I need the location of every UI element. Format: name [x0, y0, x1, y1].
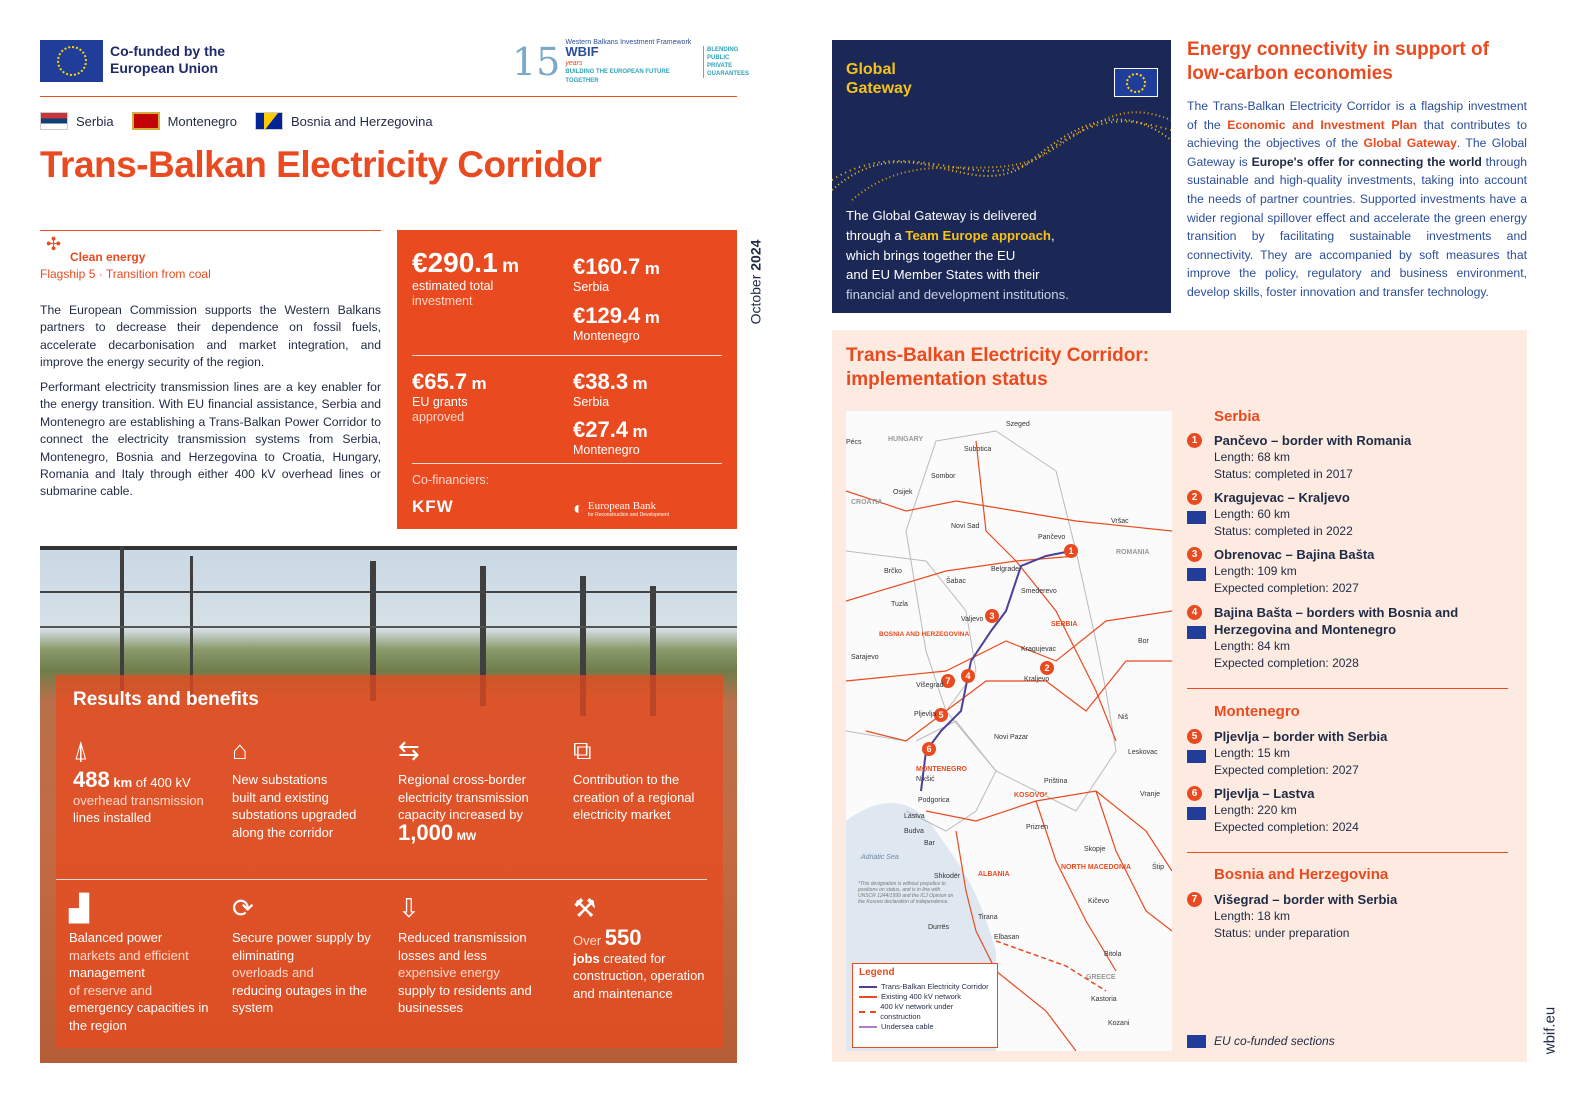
- website-link[interactable]: wbif.eu: [1541, 1006, 1559, 1054]
- bih-flag-icon: [255, 112, 283, 130]
- total-investment-value: €290.1: [412, 247, 498, 278]
- map-label: ROMANIA: [1116, 549, 1150, 556]
- map-label: Adriatic Sea: [861, 854, 899, 861]
- pylon-icon: ⍋: [73, 735, 89, 765]
- map-label: Niš: [1118, 714, 1129, 721]
- connectivity-title: Energy connectivity in support of low-carbon economies: [1187, 39, 1489, 84]
- map-label: HUNGARY: [888, 436, 924, 443]
- results-title: Results and benefits: [73, 689, 259, 710]
- eu-cofunded-note: EU co-funded sections: [1187, 1034, 1335, 1048]
- map-label: NORTH MACEDONIA: [1061, 864, 1131, 871]
- implementation-panel: Trans-Balkan Electricity Corridor: implementation status 1 2 3 4 5 6 7 Szeged HUNGARY Pécs Subotica Sombor CROATIA Osijek Novi Sad Pančevo Vršac Belgrade ROMANIA Brčko Šabac Smederevo Tuzla Valjevo SERBIA BOSNIA AND HERZEGOVINA Bor Sarajevo Kragujevac Višegrad Kraljevo Niš Pljevlja Novi Pazar Leskovac MONTENEGRO Nikšić Priština KOSOVO* Podgorica Vranje Lastva Budva Prizren Adriatic Sea Bar Skopje Štip Shkodër ALBANIA NORTH MACEDONIA Tirana Durrës Kičevo Elbasan Bitola GREECE Kastoria Kozani Legend Trans-Balkan Electricity Corridor Existing 400 kV network 400 kV network under construction Undersea cable *This designation is without prejudice to positions on status, and is in line with UNSCR 1244/1999 and the ICJ Opinion on the Kosovo declaration of independence. Serbia 1 Pančevo – border with Romania Length: 68 km Status: completed in 2017 2 Kragujevac – Kraljevo Length: 60 km Status: completed in 2022 3 Obrenovac – Bajina Bašta Length: 109 km Expected completion: 2027 4 Bajina Bašta – borders with Bosnia and Herzegovina and Montenegro Length: 84 km Expected completion: 2028 Montenegro 5 Pljevlja – border with Serbia Length: 15 km Expected completion: 2027 6 Pljevlja – Lastva Length: 220 km Expected completion: 2024 Bosnia and Herzegovina 7 Višegrad – border with Serbia Length: 18 km Status: under preparation EU co-funded sections: [832, 330, 1527, 1062]
- benefit-secure: ⟳ Secure power supply by eliminating overloads and reducing outages in the system: [232, 893, 382, 1017]
- svg-text:6: 6: [926, 744, 932, 754]
- map-label: SERBIA: [1051, 621, 1078, 628]
- serbia-flag-icon: [40, 112, 68, 130]
- svg-text:4: 4: [965, 671, 971, 681]
- map-label: Pécs: [846, 439, 862, 446]
- intro-paragraph-1: The European Commission supports the Western Balkans partners to decrease their dependence on fossil fuels, accelerate decarbonisation and market integration, and improve the energy security of the region.: [40, 303, 381, 370]
- map-label: Kozani: [1108, 1020, 1130, 1027]
- map-label: Tirana: [978, 914, 998, 921]
- global-gateway-logo: Global Gateway: [846, 61, 912, 97]
- benefit-substations: ⌂ New substations built and existing substations upgraded along the corridor: [232, 735, 382, 841]
- country-serbia: Serbia: [40, 112, 114, 130]
- eu-flag-icon: [40, 40, 103, 82]
- section-item-3: 3 Obrenovac – Bajina Bašta Length: 109 km Expected completion: 2027: [1214, 546, 1524, 597]
- kfw-logo: KFW: [412, 497, 454, 516]
- map-label: Szeged: [1006, 421, 1030, 428]
- cofinanciers-label: Co-financiers:: [412, 473, 490, 487]
- map-label: Smederevo: [1021, 588, 1057, 595]
- map-label: KOSOVO*: [1014, 792, 1048, 799]
- benefit-market: ⧉ Contribution to the creation of a regional electricity market: [573, 735, 723, 824]
- svg-text:5: 5: [938, 710, 944, 720]
- theme-label: Clean energy: [70, 250, 146, 264]
- wbif-logo: 15 Western Balkans Investment Framework WBIF years BUILDING THE EUROPEAN FUTURE TOGETHER BLENDING PUBLIC PRIVATE GUARANTEES: [512, 39, 750, 84]
- section-item-4: 4 Bajina Bašta – borders with Bosnia and Herzegovina and Montenegro Length: 84 km Expected completion: 2028: [1214, 604, 1484, 672]
- eu-cofunded-icon: [1187, 1035, 1206, 1048]
- eu-cofunded-icon: [1187, 511, 1206, 524]
- map-label: Nikšić: [916, 776, 935, 783]
- map-label: MONTENEGRO: [916, 766, 967, 773]
- country-montenegro: Montenegro: [132, 112, 237, 130]
- investment-stats: €290.1 m estimated total investment €160.7 m Serbia €129.4 m Montenegro €65.7 m EU grants approved €38.3 m Serbia €27.4 m Montenegro Co-financiers: KFW ◐ European Bank for Reconstruction and Development: [397, 230, 737, 529]
- map-label: Bitola: [1104, 951, 1122, 958]
- eu-grants-value: €65.7: [412, 369, 468, 394]
- global-gateway-text: The Global Gateway is delivered through a Team Europe approach, which brings together the EU and EU Member States with their financial and development institutions.: [846, 208, 1069, 303]
- map-label: Brčko: [884, 568, 902, 575]
- map-label: BOSNIA AND HERZEGOVINA: [879, 631, 970, 638]
- eu-cofunded-icon: [1187, 750, 1206, 763]
- map-label: Subotica: [964, 446, 992, 453]
- arrows-exchange-icon: ⇆: [398, 735, 420, 765]
- svg-text:7: 7: [945, 676, 951, 686]
- map-label: Durrës: [928, 924, 950, 931]
- eu-cofunded-icon: [1187, 626, 1206, 639]
- map-label: Kragujevac: [1021, 646, 1057, 653]
- network-icon: ⧉: [573, 735, 592, 765]
- section-item-7: 7 Višegrad – border with Serbia Length: 18 km Status: under preparation: [1214, 891, 1524, 942]
- eu-flag-icon: [1114, 68, 1158, 97]
- map-label: Leskovac: [1128, 749, 1158, 756]
- section-item-5: 5 Pljevlja – border with Serbia Length: 15 km Expected completion: 2027: [1214, 728, 1524, 779]
- connectivity-paragraph: The Trans-Balkan Electricity Corridor is a flagship investment of the Economic and Investment Plan that contributes to achieving the objectives of the Global Gateway. The Global Gateway is Europe's offer for connecting the world through sustainable and high-quality investments, taking into account the needs of partner countries. Supported investments have a wider regional spillover effect and accelerate the green energy transition by facilitating sustainable investments and connectivity. They are accompanied by soft measures that improve the policy, regulatory and business environment, develop skills, foster innovation and transfer technology.: [1187, 99, 1528, 299]
- map-label: Štip: [1152, 864, 1165, 871]
- percent-down-icon: ⇩: [398, 893, 420, 923]
- map-label: Osijek: [893, 489, 913, 496]
- map-label: Tuzla: [891, 601, 908, 608]
- montenegro-grant-value: €27.4: [573, 417, 629, 442]
- svg-text:3: 3: [989, 611, 995, 621]
- map-label: Lastva: [904, 813, 925, 820]
- montenegro-flag-icon: [132, 112, 160, 130]
- map-disclaimer: *This designation is without prejudice to positions on status, and is in line with UNSCR 1244/1999 and the ICJ Opinion on the Kosovo declaration of independence.: [858, 881, 954, 905]
- section-item-2: 2 Kragujevac – Kraljevo Length: 60 km Status: completed in 2022: [1214, 489, 1524, 540]
- map-legend: Legend Trans-Balkan Electricity Corridor Existing 400 kV network 400 kV network under construction Undersea cable: [852, 963, 998, 1048]
- page-title: Trans-Balkan Electricity Corridor: [40, 144, 602, 185]
- bar-chart-icon: ▟: [69, 893, 89, 923]
- map-label: Kastoria: [1091, 996, 1117, 1003]
- map-label: Vranje: [1140, 791, 1160, 798]
- map-label: Novi Pazar: [994, 734, 1029, 741]
- theme-block: [40, 236, 381, 286]
- svg-text:2: 2: [1044, 663, 1050, 673]
- eu-cofunded-icon: [1187, 807, 1206, 820]
- map-label: Podgorica: [918, 797, 950, 804]
- map-label: Šabac: [946, 578, 966, 585]
- map-label: Valjevo: [961, 616, 984, 623]
- corridor-map: [845, 410, 1171, 1050]
- map-label: Belgrade: [991, 566, 1020, 573]
- tools-icon: ⚒: [573, 893, 597, 923]
- benefit-capacity: ⇆ Regional cross-border electricity transmission capacity increased by 1,000 MW: [398, 735, 548, 846]
- publication-date: October 2024: [747, 239, 764, 325]
- map-label: Kičevo: [1088, 898, 1110, 905]
- cofunded-label: Co-funded by the European Union: [110, 43, 226, 76]
- map-label: Novi Sad: [951, 523, 980, 530]
- global-gateway-box: [832, 40, 1171, 313]
- benefit-losses: ⇩ Reduced transmission losses and less expensive energy supply to residents and businesses: [398, 893, 548, 1017]
- ebrd-logo: ◐ European Bank for Reconstruction and Development: [573, 498, 670, 518]
- map-label: Prizren: [1026, 824, 1049, 831]
- map-label: Priština: [1044, 778, 1068, 785]
- map-label: Kraljevo: [1024, 676, 1050, 683]
- intro-paragraph-2: Performant electricity transmission lines are a key enabler for the energy transition. With EU financial assistance, Serbia and Montenegro are establishing a Trans-Balkan Power Corridor to connect the electricity transmission systems from Serbia, Montenegro, Bosnia and Herzegovina to Croatia, Hungary, Romania and Italy through either 400 kV overhead lines or submarine cable.: [40, 380, 381, 499]
- map-label: CROATIA: [851, 499, 883, 506]
- results-panel: [56, 675, 723, 1048]
- section-item-6: 6 Pljevlja – Lastva Length: 220 km Expected completion: 2024: [1214, 785, 1524, 836]
- section-item-1: 1 Pančevo – border with Romania Length: 68 km Status: completed in 2017: [1214, 432, 1524, 483]
- country-list: [40, 112, 433, 130]
- gold-wave-graphic: [832, 100, 1171, 210]
- serbia-investment-value: €160.7: [573, 254, 641, 279]
- header-divider: [40, 96, 737, 97]
- map-label: Sarajevo: [851, 654, 879, 661]
- map-label: Vršac: [1111, 518, 1129, 525]
- country-bih: Bosnia and Herzegovina: [255, 112, 433, 130]
- map-label: Budva: [904, 828, 924, 835]
- map-label: Pančevo: [1038, 534, 1066, 541]
- benefit-balanced: ▟ Balanced power markets and efficient management of reserve and emergency capacities in the region: [69, 893, 219, 1034]
- ebrd-icon: ◐: [573, 498, 584, 518]
- map-label: Skopje: [1084, 846, 1106, 853]
- map-label: Pljevlja: [914, 711, 937, 718]
- map-label: Višegrad: [916, 682, 944, 689]
- map-label: Bar: [924, 840, 935, 847]
- serbia-grant-value: €38.3: [573, 369, 629, 394]
- eu-cofunded-icon: [1187, 568, 1206, 581]
- house-bolt-icon: ⌂: [232, 735, 248, 765]
- power-cycle-icon: ⟳: [232, 893, 254, 923]
- wind-turbine-icon: ✣: [46, 234, 62, 254]
- section-divider: [40, 230, 381, 231]
- benefit-jobs: ⚒ Over 550 jobs created for construction, operation and maintenance: [573, 893, 723, 1002]
- map-label: Shkodër: [934, 873, 961, 880]
- map-label: ALBANIA: [978, 871, 1010, 878]
- benefit-lines: ⍋ 488 km of 400 kV overhead transmission lines installed: [73, 735, 223, 827]
- montenegro-investment-value: €129.4: [573, 303, 641, 328]
- svg-text:1: 1: [1068, 546, 1074, 556]
- map-label: Elbasan: [994, 934, 1020, 941]
- implementation-title: Trans-Balkan Electricity Corridor: implementation status: [846, 345, 1150, 390]
- map-label: Sombor: [931, 473, 956, 480]
- map-graphic: [846, 411, 1172, 1051]
- theme-sub: Flagship 5 · Transition from coal: [40, 267, 211, 281]
- map-label: GREECE: [1086, 974, 1116, 981]
- map-label: Bor: [1138, 638, 1149, 645]
